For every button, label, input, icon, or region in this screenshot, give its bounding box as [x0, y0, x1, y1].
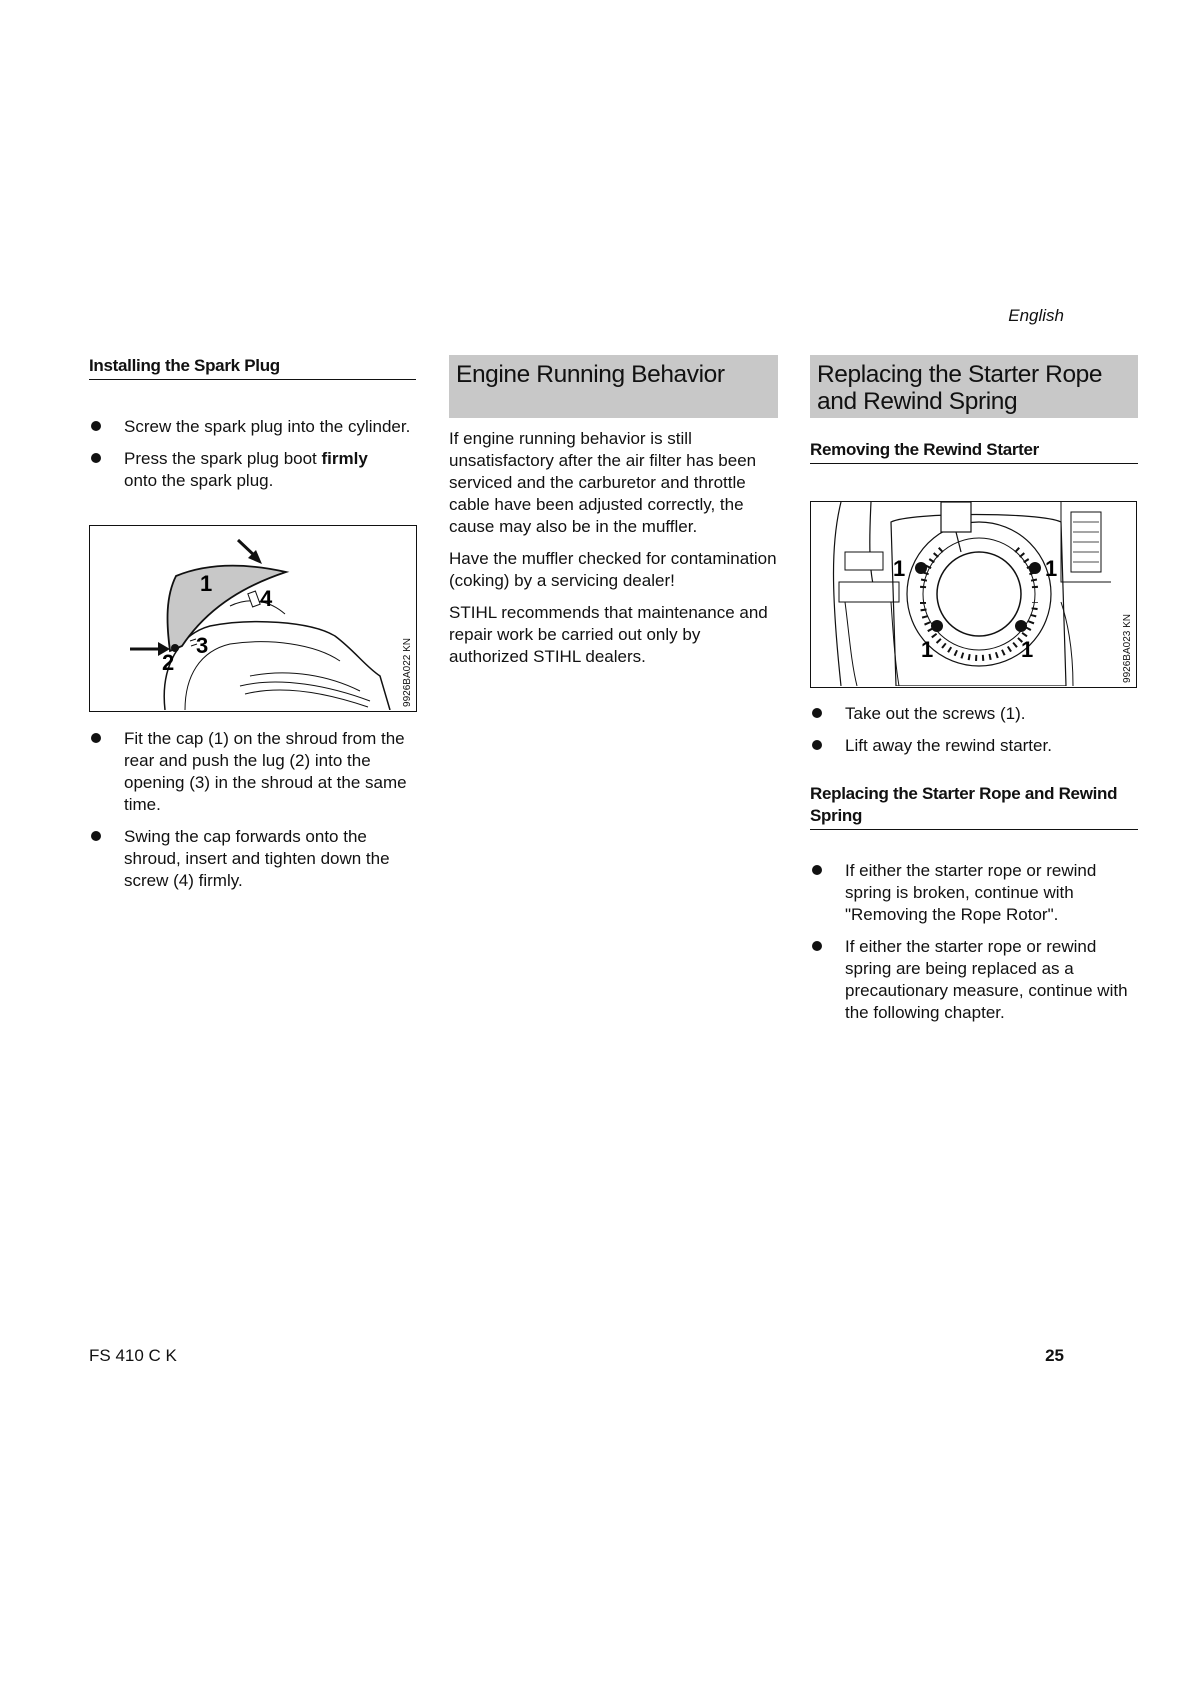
figure-label: 3	[196, 633, 209, 658]
figure-rewind-starter	[810, 501, 1137, 688]
column-spark-plug	[89, 355, 416, 492]
bullet-icon	[91, 733, 101, 743]
section-banner-engine: Engine Running Behavior	[449, 355, 778, 418]
list-item: Lift away the rewind starter.	[810, 735, 1138, 757]
figure-spark-plug-cap	[89, 525, 417, 712]
bullet-icon	[91, 453, 101, 463]
spark-plug-illustration	[90, 526, 415, 710]
bullet-list	[810, 703, 1138, 757]
language-label: English	[1008, 306, 1064, 325]
figure-label: 2	[162, 650, 175, 675]
paragraph: If engine running behavior is still unsatisfactory after the air filter has been serviced and the carburetor and throttle cable have been adjusted correctly, the cause may also be in the muffler.	[449, 429, 757, 536]
column-engine-running	[449, 355, 778, 668]
page-number: 25	[1045, 1346, 1064, 1365]
bullet-icon	[812, 865, 822, 875]
bullet-icon	[812, 740, 822, 750]
figure-label: 1	[1045, 556, 1058, 581]
bullet-icon	[91, 421, 101, 431]
list-item: Swing the cap forwards onto the shroud, insert and tighten down the screw (4) firmly.	[89, 826, 416, 892]
bullet-list	[810, 860, 1138, 1024]
list-item: Take out the screws (1).	[810, 703, 1138, 725]
figure-label: 1	[893, 556, 906, 581]
section-heading-spark-plug: Installing the Spark Plug	[89, 355, 416, 380]
section-heading-replacing: Replacing the Starter Rope and Rewind Spring	[810, 783, 1138, 830]
column-starter-rope	[810, 355, 1138, 464]
list-item: Fit the cap (1) on the shroud from the rear and push the lug (2) into the opening (3) in the shroud at the same time.	[89, 728, 416, 816]
bullet-icon	[812, 941, 822, 951]
figure-label: 4	[260, 586, 273, 611]
bullet-list	[89, 728, 416, 892]
paragraph: Have the muffler checked for contamination (coking) by a servicing dealer!	[449, 549, 777, 590]
figure-label: 1	[200, 571, 213, 596]
footer-model: FS 410 C K	[89, 1346, 177, 1365]
figure-label: 1	[1021, 637, 1034, 662]
paragraph: STIHL recommends that maintenance and repair work be carried out only by authorized STIHL dealers.	[449, 603, 768, 666]
list-item: Press the spark plug boot firmly onto the spark plug.	[89, 448, 416, 492]
list-item: If either the starter rope or rewind spring is broken, continue with "Removing the Rope Rotor".	[810, 860, 1138, 926]
section-heading-removing: Removing the Rewind Starter	[810, 439, 1138, 464]
list-item: If either the starter rope or rewind spring are being replaced as a precautionary measure, continue with the following chapter.	[810, 936, 1138, 1024]
list-item: Screw the spark plug into the cylinder.	[89, 416, 416, 438]
rewind-starter-illustration	[811, 502, 1135, 686]
figure-code: 9926BA023 KN	[1122, 614, 1133, 683]
bullet-icon	[812, 708, 822, 718]
bullet-list	[89, 416, 416, 492]
figure-label: 1	[921, 637, 934, 662]
figure-code: 9926BA022 KN	[402, 638, 413, 707]
bullet-icon	[91, 831, 101, 841]
section-banner-starter: Replacing the Starter Rope and Rewind Spring	[810, 355, 1138, 418]
